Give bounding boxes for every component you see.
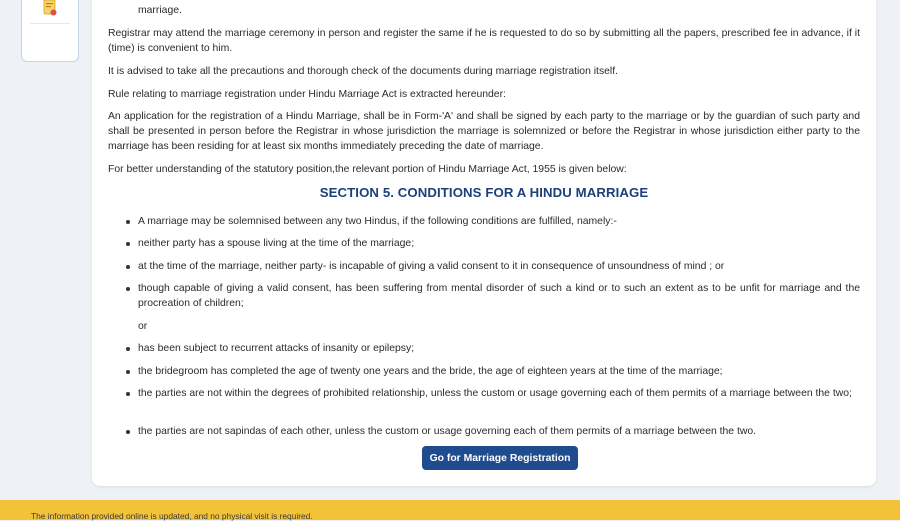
bullet-icon	[126, 287, 130, 291]
list-item	[138, 364, 860, 379]
side-nav-card[interactable]	[21, 0, 79, 62]
bullet-icon	[126, 265, 130, 269]
bullet-icon	[126, 220, 130, 224]
bullet-icon	[126, 430, 130, 434]
condition-text: A marriage may be solemnised between any two Hindus, if the following conditions are fulfilled, namely:-	[138, 216, 617, 227]
side-card-divider	[30, 23, 70, 24]
list-item	[138, 386, 860, 401]
list-item	[138, 259, 860, 274]
go-marriage-registration-button[interactable]: Go for Marriage Registration	[422, 446, 578, 470]
condition-text: the bridegroom has completed the age of twenty one years and the bride, the age of eighteen years at the time of the marriage;	[138, 366, 723, 377]
bullet-icon	[126, 370, 130, 374]
or-separator: or	[138, 321, 148, 332]
list-item	[138, 341, 860, 356]
content-card	[92, 0, 876, 486]
section-title: SECTION 5. CONDITIONS FOR A HINDU MARRIAGE	[319, 185, 649, 200]
top-line: marriage.	[138, 5, 182, 16]
paragraph-rule: Rule relating to marriage registration under Hindu Marriage Act is extracted hereunder:	[108, 89, 506, 100]
bullet-icon	[126, 242, 130, 246]
footer-notice: The information provided online is updated, and no physical visit is required.	[31, 511, 313, 521]
paragraph-precautions: It is advised to take all the precautions and thorough check of the documents during marriage registration itself.	[108, 66, 619, 77]
list-item	[138, 281, 860, 311]
condition-text: the parties are not within the degrees of prohibited relationship, unless the custom or usage governing each of them permits of a marriage between the two;	[138, 388, 852, 399]
paragraph-registrar: Registrar may attend the marriage ceremony in person and register the same if he is requested to do so by submitting all the papers, prescribed fee in advance, if it (time) is convenient to him.	[108, 28, 860, 54]
list-item	[138, 236, 860, 251]
paragraph-statutory: For better understanding of the statutory position,the relevant portion of Hindu Marriage Act, 1955 is given below:	[108, 164, 627, 175]
condition-text: has been subject to recurrent attacks of insanity or epilepsy;	[138, 343, 415, 354]
paragraph-application: An application for the registration of a Hindu Marriage, shall be in Form-'A' and shall be signed by each party to the marriage or by the guardian of such party and shall be presented in person before the Registrar in whose jurisdiction the marriage is solemnized or before the Registrar in whose jurisdiction either party to the marriage has been residing for at least six months immediately preceding the date of marriage.	[108, 111, 860, 152]
condition-text: the parties are not sapindas of each other, unless the custom or usage governing each of them permits of a marriage between the two.	[138, 426, 757, 437]
list-item	[138, 214, 860, 229]
list-item	[138, 424, 860, 439]
document-icon	[42, 0, 58, 17]
bullet-icon	[126, 347, 130, 351]
footer-bar	[0, 500, 900, 520]
condition-text: at the time of the marriage, neither party- is incapable of giving a valid consent to it in consequence of unsoundness of mind ; or	[138, 261, 725, 272]
condition-text: though capable of giving a valid consent, has been suffering from mental disorder of such a kind or to such an extent as to be unfit for marriage and the procreation of children;	[138, 283, 860, 309]
condition-text: neither party has a spouse living at the time of the marriage;	[138, 238, 415, 249]
bullet-icon	[126, 392, 130, 396]
